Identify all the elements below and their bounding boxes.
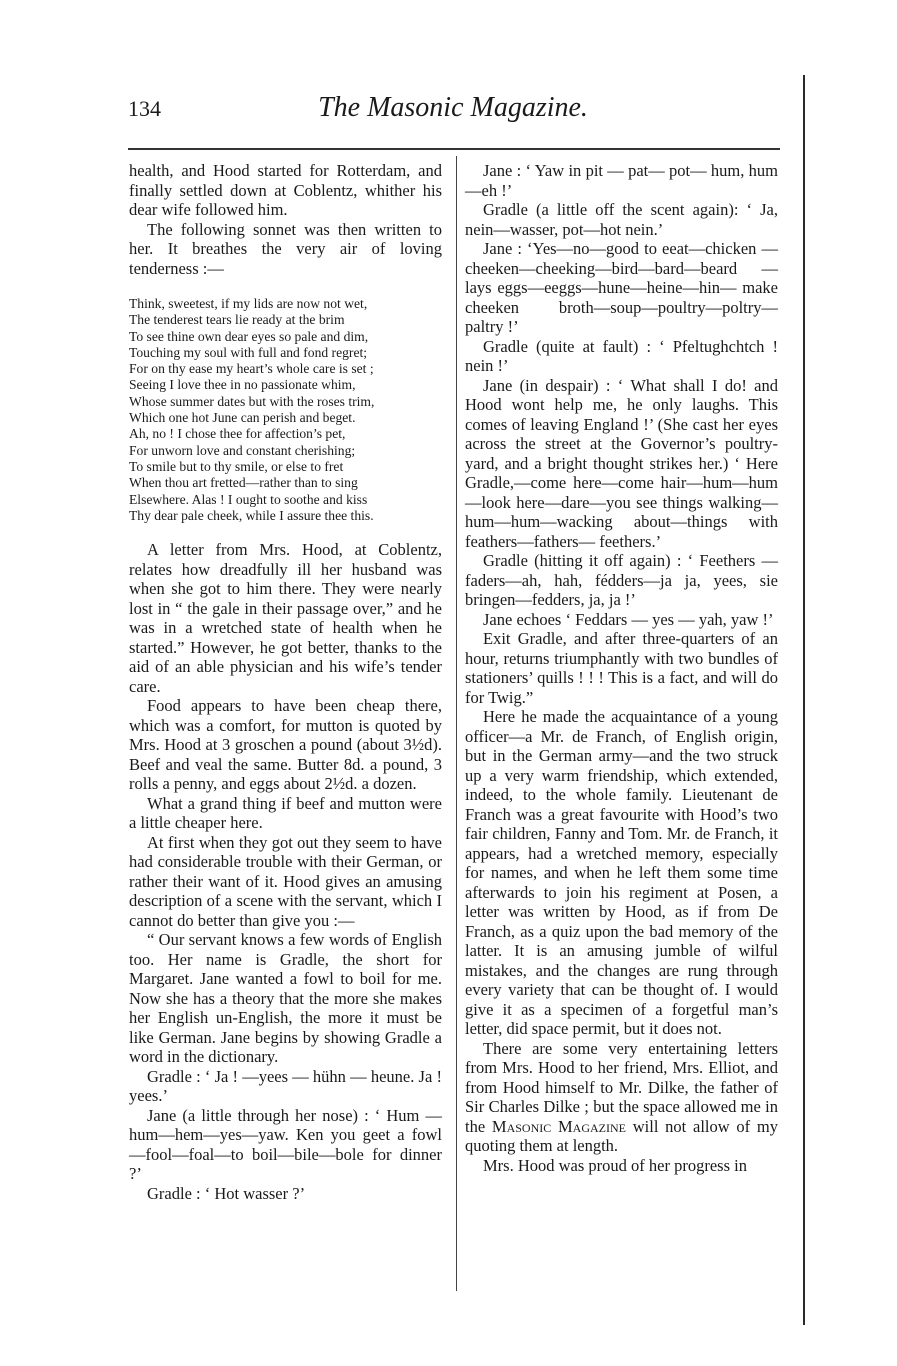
- sonnet-line: To see thine own dear eyes so pale and dim,: [129, 328, 369, 344]
- paragraph: Gradle (hitting it off again) : ‘ Feethers —faders—ah, hah, fédders—ja ja, yees, sie bringen—fedders, ja, ja !’: [465, 551, 778, 609]
- paragraph: Jane : ‘Yes—no—good to eeat—chicken —cheeken—cheeking—bird—bard—beard —lays eggs—eeggs—hune—heine—hin— make cheeken broth—soup—poultry—poltry—paltry !’: [465, 239, 778, 336]
- sonnet: [129, 296, 442, 524]
- magazine-name: Masonic Magazine: [491, 1116, 627, 1136]
- sonnet-line: Whose summer dates but with the roses trim,: [129, 393, 375, 409]
- page-edge-rule: [803, 75, 805, 1325]
- paragraph: Jane (in despair) : ‘ What shall I do! and Hood wont help me, he only laughs. This comes of leaving England !’ (She cast her eyes across the street at the Governor’s poultry-yard, and a bright thought strikes her.) ‘ Here Gradle,—come here—come hair—hum—hum—look here—dare—you see things walking—hum—hum—wacking about—things with feathers—fathers— feethers.’: [465, 375, 778, 551]
- left-column: [129, 161, 442, 1203]
- right-column: [465, 161, 778, 1175]
- sonnet-line: Elsewhere. Alas ! I ought to soothe and kiss: [129, 491, 368, 507]
- sonnet-line: Seeing I love thee in no passionate whim,: [129, 377, 356, 393]
- sonnet-line: Think, sweetest, if my lids are now not wet,: [129, 296, 368, 311]
- sonnet-line: The tenderest tears lie ready at the brim: [129, 312, 345, 328]
- sonnet-line: Touching my soul with full and fond regret;: [129, 344, 368, 360]
- text-run: There are some very entertaining letters from Mrs. Hood to her friend, Mrs. Elliot, and from Hood himself to Mr. Dilke, the father of Sir Charles Dilke ; but the space allowed me in the: [465, 1038, 778, 1136]
- paragraph: Gradle : ‘ Ja ! —yees — hühn — heune. Ja ! yees.’: [129, 1066, 442, 1106]
- paragraph: Jane echoes ‘ Feddars — yes — yah, yaw !’: [483, 609, 774, 629]
- paragraph: Gradle (quite at fault) : ‘ Pfeltughchtch ! nein !’: [465, 336, 778, 375]
- sonnet-line: Thy dear pale cheek, while I assure thee this.: [129, 507, 374, 523]
- paragraph: Food appears to have been cheap there, which was a comfort, for mutton is quoted by Mrs. Hood at 3 groschen a pound (about 3½d). Beef and veal the same. Butter 8d. a pound, 3 rolls a penny, and eggs about 2½d. a dozen.: [129, 696, 442, 794]
- paragraph: Mrs. Hood was proud of her progress in: [483, 1155, 747, 1175]
- magazine-title: The Masonic Magazine.: [318, 92, 588, 123]
- sonnet-line: For on thy ease my heart’s whole care is set ;: [129, 361, 374, 377]
- paragraph: [465, 1039, 778, 1156]
- paragraph: What a grand thing if beef and mutton were a little cheaper here.: [129, 793, 442, 833]
- page-number: 134: [128, 96, 161, 121]
- text-run: will not allow of my quoting them at length.: [465, 1116, 778, 1155]
- paragraph: Here he made the acquaintance of a young officer—a Mr. de Franch, of English origin, but in the German army—and the two struck up a very warm friendship, which extended, indeed, to the whole family. Lieutenant de Franch was a great favourite with Hood’s two fair children, Fanny and Tom. Mr. de Franch, it appears, had a wretched memory, especially for names, and when he left them some time afterwards to join his regiment at Posen, a letter was written by Hood, as if from De Franch, as a quiz upon the bad memory of the latter. It is an amusing jumble of wilful mistakes, and the changes are rung through every variety that can be thought of. I would give it as a specimen of a forgetful man’s letter, did space permit, but it does not.: [465, 707, 778, 1038]
- running-head: [128, 88, 778, 128]
- sonnet-line: For unworn love and constant cherishing;: [129, 442, 356, 458]
- sonnet-line: Ah, no ! I chose thee for affection’s pet,: [129, 426, 346, 442]
- paragraph: Gradle : ‘ Hot wasser ?’: [147, 1183, 306, 1203]
- paragraph: “ Our servant knows a few words of English too. Her name is Gradle, the short for Margaret. Jane wanted a fowl to boil for me. Now she has a theory that the more she makes her English un-English, the more it must be like German. Jane begins by showing Gradle a word in the dictionary.: [129, 930, 442, 1067]
- paragraph: Jane : ‘ Yaw in pit — pat— pot— hum, hum—eh !’: [465, 161, 778, 200]
- paragraph: The following sonnet was then written to her. It breathes the very air of loving tenderness :—: [129, 219, 442, 278]
- column-divider: [456, 156, 457, 1291]
- paragraph: A letter from Mrs. Hood, at Coblentz, relates how dreadfully ill her husband was when she got to him there. They were nearly lost in “ the gale in their passage over,” and he was in a wretched state of health when he started.” However, he got better, thanks to the aid of an able physician and his wife’s tender care.: [129, 540, 442, 696]
- sonnet-line: To smile but to thy smile, or else to fret: [129, 458, 344, 474]
- paragraph: Gradle (a little off the scent again): ‘ Ja, nein—wasser, pot—hot nein.’: [465, 200, 778, 239]
- paragraph: health, and Hood started for Rotterdam, and finally settled down at Coblentz, whither his dear wife followed him.: [129, 161, 442, 219]
- sonnet-line: Which one hot June can perish and beget.: [129, 410, 356, 426]
- paragraph: Exit Gradle, and after three-quarters of an hour, returns triumphantly with two bundles of stationers’ quills ! ! ! This is a fact, and will do for Twig.”: [465, 629, 778, 707]
- paragraph: Jane (a little through her nose) : ‘ Hum —hum—hem—yes—yaw. Ken you geet a fowl—fool—foal—to boil—bile—bole for dinner ?’: [129, 1105, 442, 1184]
- sonnet-line: When thou art fretted—rather than to sing: [129, 475, 358, 491]
- header-rule: [128, 148, 780, 150]
- paragraph: At first when they got out they seem to have had considerable trouble with their German, or rather their want of it. Hood gives an amusing description of a scene with the servant, which I cannot do better than give you :—: [129, 832, 442, 930]
